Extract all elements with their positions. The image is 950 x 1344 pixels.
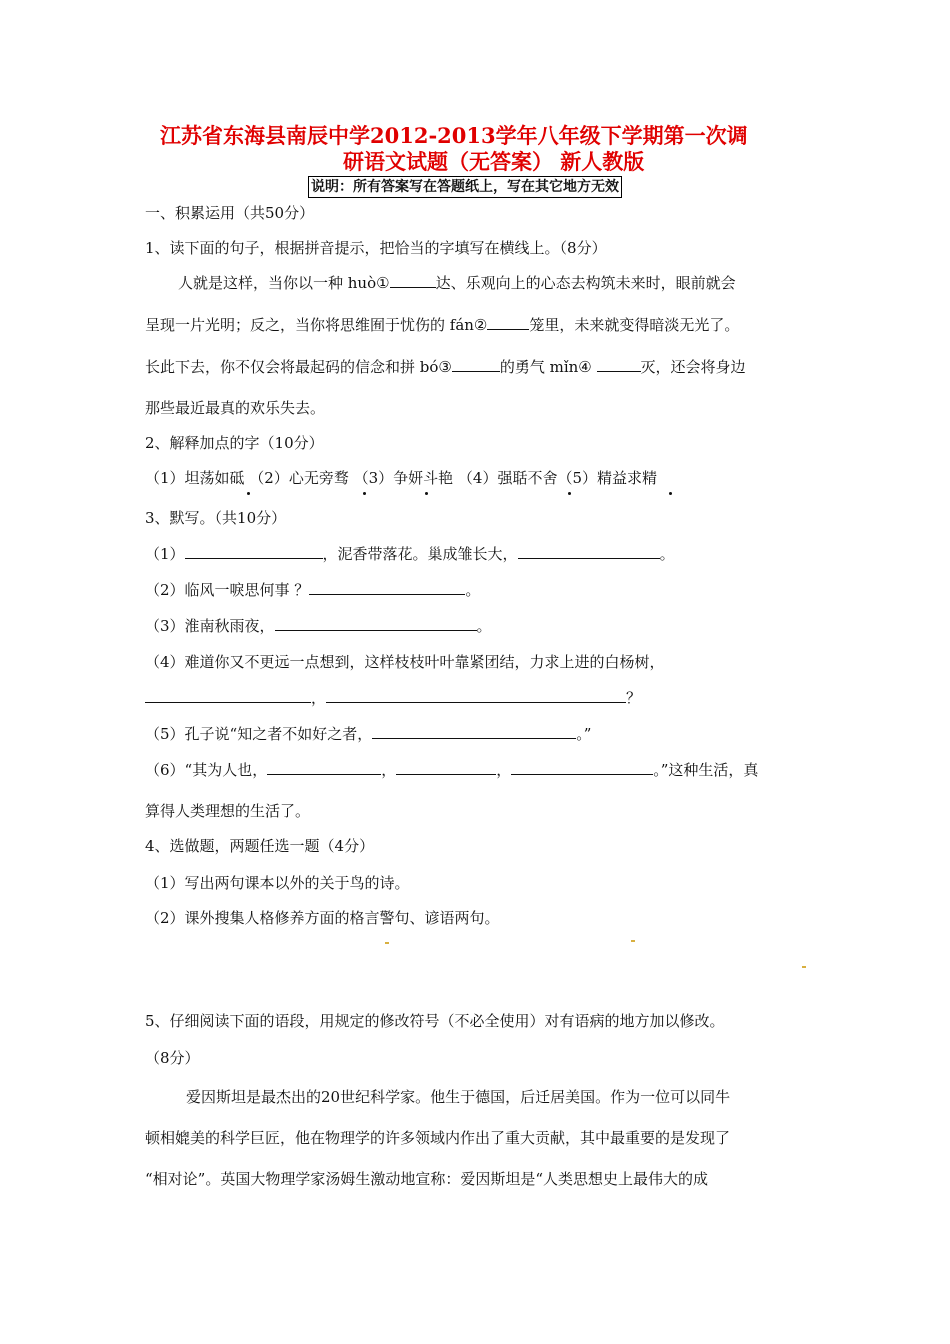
q3-text: ， <box>311 689 327 707</box>
title-line-2: 研语文试题（无答案） 新人教版 <box>343 149 645 174</box>
answer-blank[interactable] <box>267 759 381 775</box>
answer-blank[interactable] <box>145 687 311 703</box>
answer-blank[interactable] <box>487 314 529 330</box>
q3-text: （5）孔子说“知之者不如好之者， <box>145 725 373 743</box>
emphasis-dot <box>425 468 426 490</box>
q3-line-1 <box>145 543 675 565</box>
q3-prompt: 3、默写。（共10分） <box>145 509 287 527</box>
answer-blank[interactable] <box>396 759 496 775</box>
q3-text: （6）“其为人也， <box>145 761 268 779</box>
q4-option-2: （2）课外搜集人格修养方面的格言警句、谚语两句。 <box>145 909 500 927</box>
q3-line-6b: 算得人类理想的生活了。 <box>145 802 311 820</box>
q1-prompt: 1、读下面的句子，根据拼音提示，把恰当的字填写在横线上。（8分） <box>145 239 607 257</box>
answer-blank[interactable] <box>511 759 653 775</box>
q4-option-1: （1）写出两句课本以外的关于鸟的诗。 <box>145 874 410 892</box>
q3-line-4b <box>145 687 641 709</box>
emphasis-dot <box>247 468 248 490</box>
q3-line-4: （4）难道你又不更远一点想到，这样枝枝叶叶靠紧团结，力求上进的白杨树， <box>145 653 665 671</box>
q1-paragraph-line-1 <box>178 272 736 294</box>
q3-line-5 <box>145 723 591 745</box>
q3-line-3 <box>145 615 492 637</box>
answer-blank[interactable] <box>452 356 500 372</box>
q3-text: ，泥香带落花。巢成雏长大， <box>322 545 518 563</box>
q1-text: 灭，还会将身边 <box>640 358 746 376</box>
q3-line-2 <box>145 579 480 601</box>
q3-text: 。 <box>659 545 675 563</box>
q5-score: （8分） <box>145 1049 200 1067</box>
q5-paragraph-line-1: 爱因斯坦是最杰出的20世纪科学家。他生于德国，后迁居美国。作为一位可以同牛 <box>186 1088 731 1106</box>
title-line-1: 江苏省东海县南辰中学2012-2013学年八年级下学期第一次调 <box>160 123 748 148</box>
q3-text: ， <box>496 761 512 779</box>
q5-paragraph-line-2: 顿相媲美的科学巨匠，他在物理学的许多领域内作出了重大贡献，其中最重要的是发现了 <box>145 1129 731 1147</box>
q3-line-6 <box>145 759 758 781</box>
q2-prompt: 2、解释加点的字（10分） <box>145 434 324 452</box>
q3-text: 。” <box>576 725 592 743</box>
q3-text: 。 <box>465 581 481 599</box>
answer-blank[interactable] <box>275 615 477 631</box>
q3-text: ？ <box>626 689 642 707</box>
answer-blank[interactable] <box>390 272 436 288</box>
q5-paragraph-line-3: “相对论”。英国大物理学家汤姆生激动地宣称：爱因斯坦是“人类思想史上最伟大的成 <box>145 1170 709 1188</box>
q1-text: 呈现一片光明；反之，当你将思维囿于忧伤的 fán② <box>145 316 488 334</box>
q3-text: ， <box>381 761 397 779</box>
answer-blank[interactable] <box>309 579 465 595</box>
scan-speck <box>802 966 806 968</box>
q1-text: 的勇气 mǐn④ <box>499 358 597 376</box>
q1-paragraph-line-2 <box>145 314 739 336</box>
q1-paragraph-line-3 <box>145 356 746 378</box>
q3-text: （1） <box>145 545 185 563</box>
q3-text: 。 <box>476 617 492 635</box>
q1-text: 人就是这样，当你以一种 huò① <box>178 274 390 292</box>
q4-prompt: 4、选做题，两题任选一题（4分） <box>145 837 375 855</box>
answer-blank[interactable] <box>597 356 641 372</box>
section-heading: 一、积累运用（共50分） <box>145 204 315 222</box>
q1-text: 长此下去，你不仅会将最起码的信念和拼 bó③ <box>145 358 452 376</box>
answer-blank[interactable] <box>372 723 576 739</box>
emphasis-dot <box>568 468 569 490</box>
q3-text: （2）临风一唳思何事 ？ <box>145 581 310 599</box>
answer-blank[interactable] <box>326 687 626 703</box>
answer-blank[interactable] <box>185 543 323 559</box>
q5-prompt: 5、仔细阅读下面的语段，用规定的修改符号（不必全使用）对有语病的地方加以修改。 <box>145 1012 725 1030</box>
q1-text: 笼里，未来就变得暗淡无光了。 <box>529 316 740 334</box>
q1-text: 达、乐观向上的心态去构筑未来时，眼前就会 <box>435 274 736 292</box>
scan-speck <box>631 940 635 942</box>
q2-items: （1）坦荡如砥 （2）心无旁骛 （3）争妍斗艳 （4）强聒不舍（5）精益求精 <box>145 469 658 487</box>
scan-speck <box>385 942 389 944</box>
answer-blank[interactable] <box>518 543 660 559</box>
emphasis-dot <box>669 468 670 490</box>
q3-text: 。”这种生活，真 <box>653 761 759 779</box>
answer-notice: 说明：所有答案写在答题纸上，写在其它地方无效 <box>308 176 622 198</box>
q1-paragraph-line-4: 那些最近最真的欢乐失去。 <box>145 399 326 417</box>
emphasis-dot <box>363 468 364 490</box>
q3-text: （3）淮南秋雨夜， <box>145 617 275 635</box>
